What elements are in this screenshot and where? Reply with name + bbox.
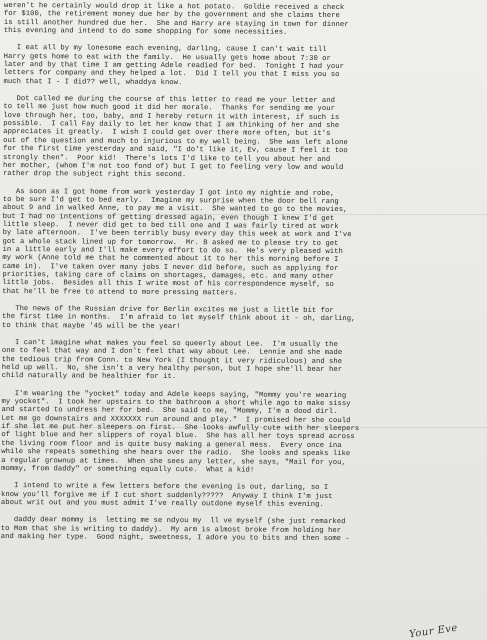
letter-line: and making her type. Good night, sweetness, I adore you to bits and then some - bbox=[0, 532, 350, 544]
letter-line: letters for company and they helped a lot. Did I tell you that I miss you so bbox=[3, 69, 340, 80]
letter-line: daddy dear mommy is letting me se ndyou my ll ve myself (she just remarked bbox=[0, 516, 346, 527]
letter-paragraph bbox=[1, 516, 479, 544]
letter-line: I intend to write a few letters before the evening is out, darling, so I bbox=[1, 482, 329, 493]
letter-line: child naturally and be healthier for it. bbox=[1, 372, 177, 382]
handwritten-signature: Your Eve bbox=[408, 622, 459, 640]
letter-line: and started to undress her for bed. She said to me, "Mommy, I'm a dood dirl. bbox=[1, 406, 338, 417]
letter-line: know you'll forgive me if I cut short suddenly????? Anyway I think I'm just bbox=[0, 490, 333, 501]
letter-line: I'm wearing the "yocket" today and Adele keeps saying, "Mommy you're wearing bbox=[1, 389, 347, 400]
letter-paragraph bbox=[3, 44, 481, 89]
letter-line: appreciates it greatly. I wish I could get over there more often, but it's bbox=[3, 128, 331, 139]
letter-line: the first time in months. I'm afraid to let myself think about it - oh, darling, bbox=[2, 313, 356, 324]
letter-line: about writ out and you must admit I've really outdone myself this evening. bbox=[0, 498, 324, 509]
letter-line: rather drop the subject right this second. bbox=[2, 170, 187, 180]
letter-line: came in). I've taken over many jobs I never did before, such as applying for bbox=[2, 262, 339, 273]
letter-line: weren't he certainly would drop it like a hot potato. Goldie received a check bbox=[3, 2, 345, 13]
letter-line: Dot called me during the course of this letter to read me your letter and bbox=[3, 95, 336, 106]
letter-line: if she let me put her sleepers on first. She looks awfully cute with her sleepers bbox=[1, 423, 360, 434]
letter-line: mommy, from daddy" or something equally cute. What a kid! bbox=[1, 464, 255, 475]
letter-line: Let me go downstairs and XXXXXXX run around and play." I promised her she could bbox=[1, 414, 351, 425]
letter-paragraph bbox=[2, 305, 480, 333]
letter-line: much that I - I did?? well, whaddya know. bbox=[3, 77, 183, 87]
letter-line: little jobs. Besides all this I write most of his correspondence myself, so bbox=[2, 279, 334, 290]
letter-line: her mother, (whom I'm not too fond of) but I get to feeling very low and would bbox=[2, 161, 344, 172]
letter-paragraph bbox=[1, 482, 479, 510]
letter-line: later and by that time I am getting Adele readied for bed. Tonight I had your bbox=[3, 61, 344, 72]
letter-line: a regular grownup at times. When she sees any letter, she says, "Mail for you, bbox=[1, 456, 346, 467]
letter-paragraph bbox=[1, 390, 480, 476]
letter-line: As soon as I got home from work yesterday I got into my nightie and robe, bbox=[2, 187, 335, 198]
letter-line: priorities, taking care of claims on shortages, damages, etc. and many other bbox=[2, 270, 334, 281]
letter-line: little sleep. I never did get to bed till one and I was fairly tired at work bbox=[2, 220, 339, 231]
letter-line: that he'll be free to attend to more pressing matters. bbox=[2, 287, 238, 298]
letter-paragraph bbox=[4, 2, 482, 38]
letter-line: love through her, too, baby, and I hereby return it with interest, if such is bbox=[3, 111, 340, 122]
letter-line: in a little early and I'll make every effort to do so. He's very pleased with bbox=[2, 245, 343, 257]
typewritten-letter-body bbox=[1, 2, 482, 553]
letter-line: this evening and intend to do some shopping for some necessities. bbox=[3, 27, 288, 37]
letter-line: to be sure I'd get to bed early. Imagine my surprise when the door bell rang bbox=[2, 195, 339, 206]
letter-line: one to feel that way and I don't feel that way about Lee. Lennie and she made bbox=[1, 347, 343, 358]
letter-line: by late afternoon. I've been terribly busy every day this week at work and I've bbox=[2, 229, 352, 240]
letter-line: for $100, the retirement money due her by the government and she claims there bbox=[3, 10, 340, 21]
letter-paragraph bbox=[2, 339, 480, 384]
letter-line: The news of the Russian drive for Berlin excites me just a little bit for bbox=[2, 304, 334, 316]
letter-line: I eat all by my lonesome each evening, darling, cause I can't wait till bbox=[3, 44, 327, 55]
letter-line: for the first time yesterday and said, "I do't like it, Ev, cause I feel it too bbox=[3, 145, 348, 156]
letter-line: of light blue and her slippers of royal blue. She has all her toys spread across bbox=[1, 431, 355, 442]
letter-line: but I had no intentions of getting dressed again, even though I knew I'd get bbox=[2, 212, 335, 223]
letter-line: held up well. No, she isn't a very healthy person, but I hope she'll bear her bbox=[1, 364, 343, 375]
letter-line: I can't imagine what makes you feel so queerly about Lee. I'm usually the bbox=[1, 339, 338, 350]
letter-line: out of the question and much to injurious to my well being. She was left alone bbox=[3, 136, 348, 147]
letter-line: strongly then". Poor kid! There's lots I'd like to tell you about her and bbox=[3, 153, 331, 164]
letter-paragraph bbox=[3, 95, 482, 181]
letter-line: to Mom that she is writing to daddy). My arm is almost broke from holding her bbox=[0, 524, 342, 535]
letter-line: the living room floor and is quite busy making a general mess. Every once ina bbox=[1, 439, 342, 450]
letter-line: my yocket". I took her upstairs to the bathroom a short while ago to make sissy bbox=[1, 398, 351, 409]
letter-line: Harry gets home to eat with the family. He usually gets home about 7:30 or bbox=[3, 52, 331, 63]
letter-line: is still another hundred due her. She and Harry are staying in town for dinner bbox=[3, 18, 349, 29]
letter-line: my work (Anne told me that he commented about it to her this morning before I bbox=[2, 254, 339, 265]
letter-line: to tell me just how much good it did her morale. Thanks for sending me your bbox=[3, 103, 335, 114]
letter-paragraph bbox=[2, 188, 481, 299]
letter-line: about 9 and in walked Anne, to pay me a visit. She wanted to go to the movies, bbox=[2, 204, 348, 215]
letter-line: possible. I call Fay daily to let her know that I am thinking of her and she bbox=[3, 120, 340, 131]
letter-line: got a whole stack lined up for tomorrow. Mr. B asked me to please try to get bbox=[2, 237, 339, 248]
letter-line: while she repeats something she hears over the radio. She looks and speaks like bbox=[1, 448, 351, 459]
letter-line: to think that maybe '45 will be the year! bbox=[1, 321, 181, 331]
letter-line: the tedious trip from Conn. to New York (I thought it very ridiculous) and she bbox=[1, 355, 343, 366]
